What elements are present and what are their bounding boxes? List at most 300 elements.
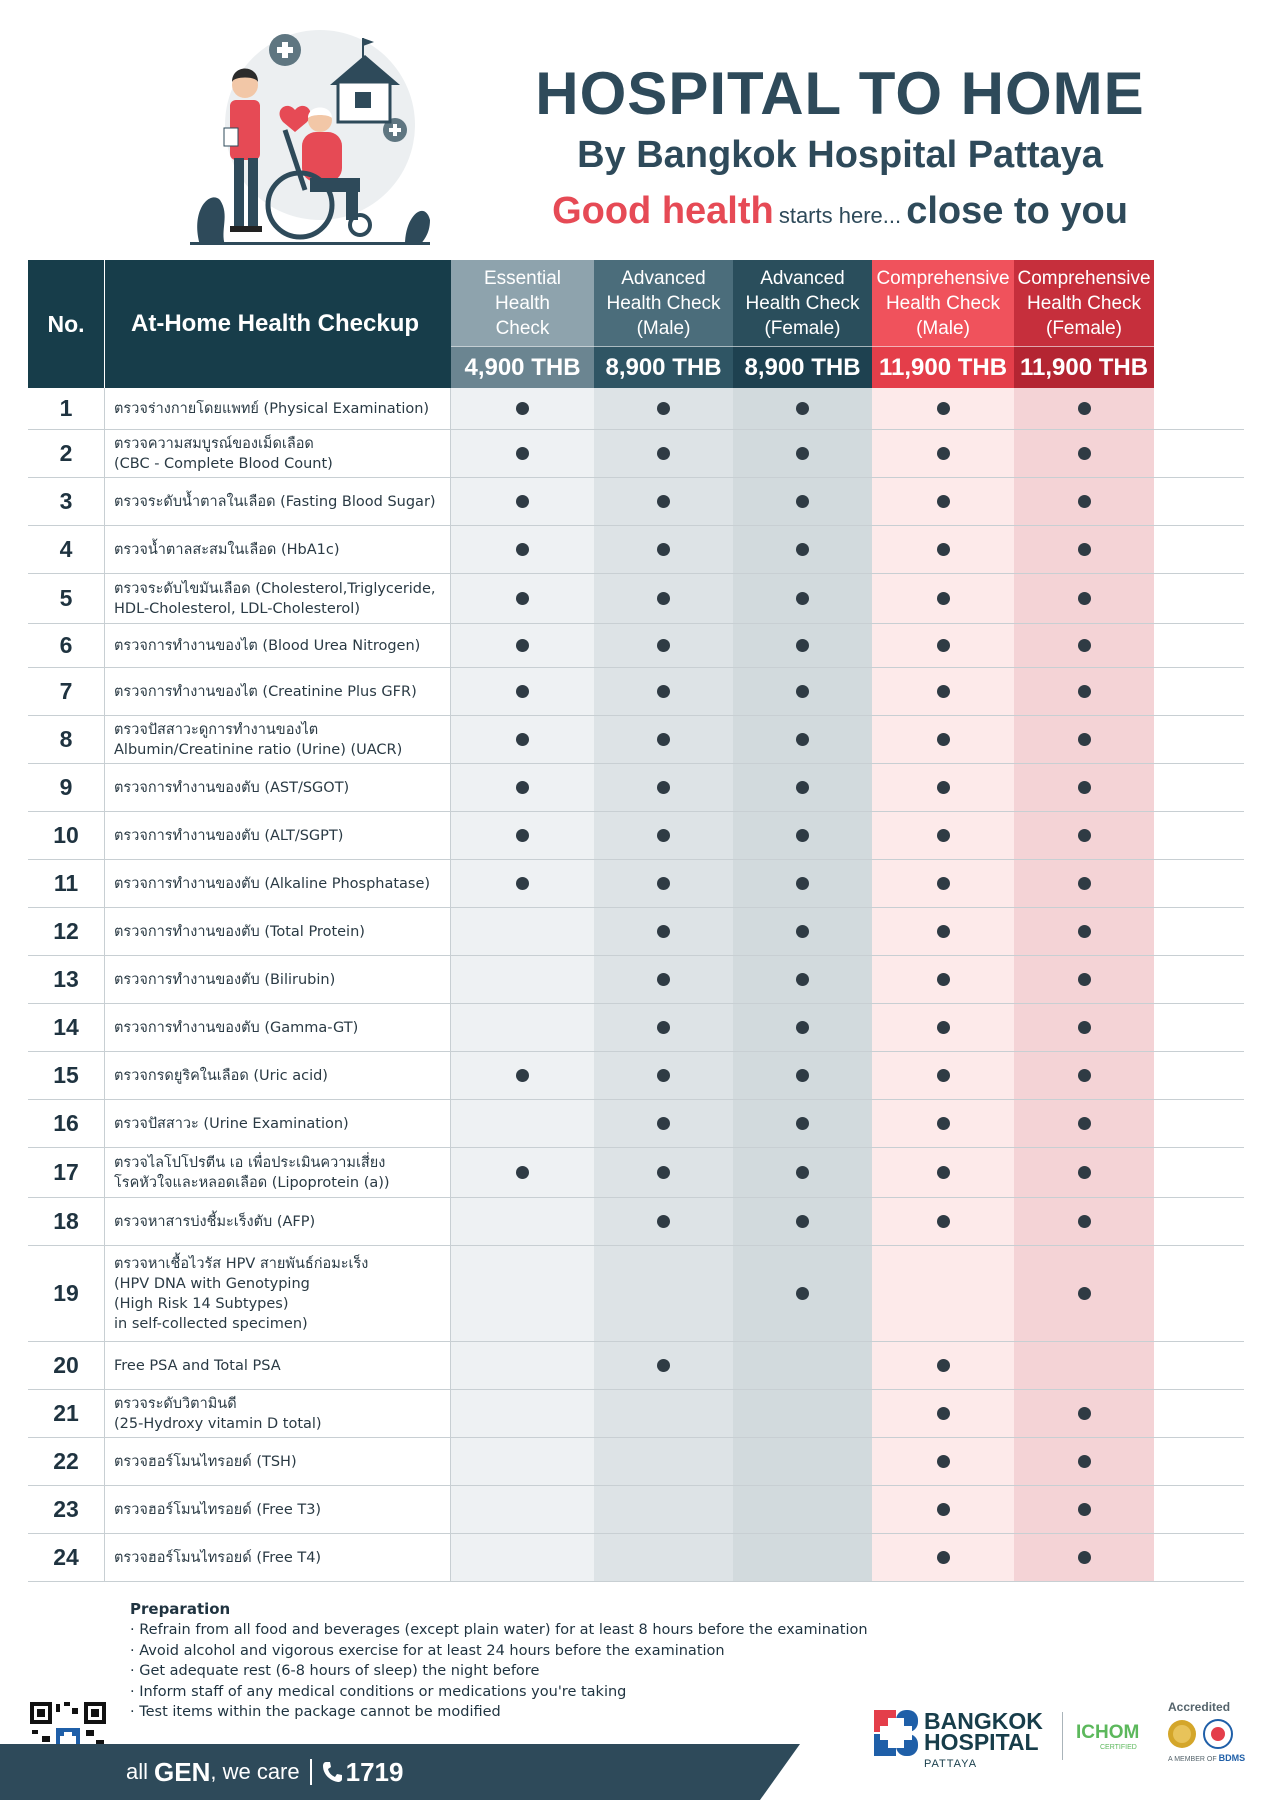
package-cell — [733, 812, 872, 859]
included-dot-icon — [1078, 402, 1091, 415]
package-cell — [1014, 574, 1154, 623]
included-dot-icon — [657, 733, 670, 746]
package-cell — [872, 1390, 1014, 1437]
included-dot-icon — [516, 402, 529, 415]
package-column-header — [451, 260, 594, 388]
checkup-item: ตรวจการทำงานของตับ (Alkaline Phosphatase) — [105, 860, 451, 907]
included-dot-icon — [796, 925, 809, 938]
page-title: HOSPITAL TO HOME — [535, 60, 1145, 127]
package-cell — [1014, 1390, 1154, 1437]
checkup-item: ตรวจหาสารบ่งชี้มะเร็งตับ (AFP) — [105, 1198, 451, 1245]
checkup-item: ตรวจการทำงานของตับ (Bilirubin) — [105, 956, 451, 1003]
tagline — [440, 186, 1240, 243]
package-cell — [451, 668, 594, 715]
table-row — [28, 716, 1244, 764]
package-cell — [733, 574, 872, 623]
row-number: 10 — [28, 812, 105, 859]
package-price: 11,900 THB — [872, 346, 1014, 388]
package-cell — [594, 1390, 733, 1437]
included-dot-icon — [516, 733, 529, 746]
package-cell — [451, 478, 594, 525]
table-row — [28, 764, 1244, 812]
included-dot-icon — [1078, 543, 1091, 556]
included-dot-icon — [937, 543, 950, 556]
preparation-item: · Test items within the package cannot be modified — [130, 1704, 501, 1721]
included-dot-icon — [657, 829, 670, 842]
package-cell — [594, 1534, 733, 1581]
table-row — [28, 574, 1244, 624]
checkup-item: ตรวจร่างกายโดยแพทย์ (Physical Examination) — [105, 388, 451, 429]
checkup-item: ตรวจการทำงานของตับ (AST/SGOT) — [105, 764, 451, 811]
included-dot-icon — [796, 1166, 809, 1179]
package-cell — [451, 388, 594, 429]
included-dot-icon — [657, 1021, 670, 1034]
included-dot-icon — [1078, 829, 1091, 842]
package-cell — [451, 764, 594, 811]
package-cell — [594, 388, 733, 429]
table-row — [28, 956, 1244, 1004]
included-dot-icon — [937, 1021, 950, 1034]
package-cell — [594, 1342, 733, 1389]
included-dot-icon — [796, 402, 809, 415]
included-dot-icon — [657, 402, 670, 415]
package-cell — [872, 956, 1014, 1003]
included-dot-icon — [1078, 925, 1091, 938]
included-dot-icon — [937, 877, 950, 890]
preparation-item: · Avoid alcohol and vigorous exercise for at least 24 hours before the examination — [130, 1642, 725, 1659]
included-dot-icon — [1078, 1117, 1091, 1130]
included-dot-icon — [937, 1551, 950, 1564]
package-cell — [451, 430, 594, 477]
row-number: 2 — [28, 430, 105, 477]
included-dot-icon — [937, 781, 950, 794]
package-price: 4,900 THB — [451, 346, 594, 388]
package-cell — [594, 1052, 733, 1099]
table-row — [28, 1438, 1244, 1486]
package-cell — [451, 1486, 594, 1533]
included-dot-icon — [796, 639, 809, 652]
table-header — [28, 260, 1244, 388]
package-cell — [451, 1246, 594, 1341]
included-dot-icon — [937, 733, 950, 746]
package-cell — [733, 1100, 872, 1147]
row-number: 9 — [28, 764, 105, 811]
package-cell — [451, 812, 594, 859]
table-row — [28, 1198, 1244, 1246]
included-dot-icon — [1078, 1407, 1091, 1420]
package-cell — [872, 574, 1014, 623]
checkup-item: ตรวจการทำงานของไต (Creatinine Plus GFR) — [105, 668, 451, 715]
package-cell — [872, 716, 1014, 763]
tagline-close-to-you: close to you — [906, 190, 1128, 232]
included-dot-icon — [657, 543, 670, 556]
package-cell — [872, 1198, 1014, 1245]
page-subtitle: By Bangkok Hospital Pattaya — [577, 134, 1103, 176]
package-cell — [872, 668, 1014, 715]
package-cell — [1014, 478, 1154, 525]
package-cell — [1014, 1342, 1154, 1389]
package-cell — [872, 1438, 1014, 1485]
package-column-header — [733, 260, 872, 388]
checkup-item: Free PSA and Total PSA — [105, 1342, 451, 1389]
hotline-number[interactable]: 1719 — [345, 1756, 404, 1787]
included-dot-icon — [937, 1455, 950, 1468]
package-cell — [872, 388, 1014, 429]
included-dot-icon — [796, 447, 809, 460]
hospital-cross-logo-icon — [874, 1710, 918, 1756]
row-number: 15 — [28, 1052, 105, 1099]
package-cell — [1014, 1438, 1154, 1485]
package-cell — [872, 1148, 1014, 1197]
checkup-item: ตรวจระดับน้ำตาลในเลือด (Fasting Blood Sugar) — [105, 478, 451, 525]
included-dot-icon — [516, 447, 529, 460]
checkup-item: ตรวจปัสสาวะ (Urine Examination) — [105, 1100, 451, 1147]
included-dot-icon — [796, 973, 809, 986]
table-row — [28, 1004, 1244, 1052]
package-cell — [872, 478, 1014, 525]
package-cell — [594, 908, 733, 955]
package-cell — [733, 388, 872, 429]
package-cell — [872, 1534, 1014, 1581]
included-dot-icon — [796, 543, 809, 556]
package-cell — [451, 1052, 594, 1099]
preparation-item: · Inform staff of any medical conditions or medications you're taking — [130, 1683, 627, 1700]
package-name: Comprehensive Health Check (Female) — [1014, 260, 1154, 346]
package-cell — [733, 1148, 872, 1197]
checkup-item: ตรวจระดับวิตามินดี (25-Hydroxy vitamin D total) — [105, 1390, 451, 1437]
package-name: Essential Health Check — [451, 260, 594, 346]
member-brand: BDMS — [1218, 1753, 1246, 1763]
included-dot-icon — [937, 1069, 950, 1082]
package-cell — [451, 624, 594, 667]
package-cell — [451, 1342, 594, 1389]
ichom-logo: ICHOM — [1076, 1722, 1140, 1743]
included-dot-icon — [796, 733, 809, 746]
package-cell — [733, 716, 872, 763]
package-cell — [451, 574, 594, 623]
included-dot-icon — [937, 1166, 950, 1179]
included-dot-icon — [1078, 973, 1091, 986]
package-cell — [594, 716, 733, 763]
row-number: 13 — [28, 956, 105, 1003]
member-of-bdms — [1168, 1753, 1245, 1763]
slogan-divider — [310, 1759, 312, 1785]
package-cell — [594, 1486, 733, 1533]
checkup-item: ตรวจหาเชื้อไวรัส HPV สายพันธ์ก่อมะเร็ง (HPV DNA with Genotyping (High Risk 14 Subtypes) in self-collected specimen) — [105, 1246, 451, 1341]
package-cell — [733, 1246, 872, 1341]
logo-pattaya: PATTAYA — [924, 1758, 978, 1770]
tagline-starts-here: starts here... — [778, 203, 902, 228]
package-price: 8,900 THB — [733, 346, 872, 388]
logo-bangkok: BANGKOK — [924, 1708, 1043, 1734]
checkup-item: ตรวจการทำงานของตับ (Total Protein) — [105, 908, 451, 955]
row-number: 18 — [28, 1198, 105, 1245]
included-dot-icon — [796, 1215, 809, 1228]
included-dot-icon — [657, 447, 670, 460]
package-cell — [594, 1004, 733, 1051]
included-dot-icon — [657, 495, 670, 508]
included-dot-icon — [657, 925, 670, 938]
included-dot-icon — [937, 592, 950, 605]
slogan-gen: GEN — [154, 1756, 211, 1787]
package-cell — [594, 1246, 733, 1341]
included-dot-icon — [657, 1069, 670, 1082]
included-dot-icon — [1078, 495, 1091, 508]
package-cell — [451, 908, 594, 955]
package-cell — [1014, 1052, 1154, 1099]
checkup-item: ตรวจการทำงานของไต (Blood Urea Nitrogen) — [105, 624, 451, 667]
preparation-section — [130, 1598, 1030, 1723]
checkup-item: ตรวจระดับไขมันเลือด (Cholesterol,Triglyceride, HDL-Cholesterol, LDL-Cholesterol) — [105, 574, 451, 623]
included-dot-icon — [1078, 1069, 1091, 1082]
included-dot-icon — [657, 877, 670, 890]
included-dot-icon — [937, 1407, 950, 1420]
checkup-item: ตรวจปัสสาวะดูการทำงานของไต Albumin/Creatinine ratio (Urine) (UACR) — [105, 716, 451, 763]
table-row — [28, 812, 1244, 860]
package-cell — [872, 1100, 1014, 1147]
package-cell — [1014, 430, 1154, 477]
included-dot-icon — [796, 592, 809, 605]
package-cell — [594, 1438, 733, 1485]
package-cell — [1014, 1100, 1154, 1147]
footer-slogan — [126, 1753, 403, 1791]
table-row — [28, 1534, 1244, 1582]
included-dot-icon — [1078, 1215, 1091, 1228]
package-cell — [1014, 1148, 1154, 1197]
package-cell — [733, 1004, 872, 1051]
row-number: 23 — [28, 1486, 105, 1533]
package-cell — [594, 860, 733, 907]
included-dot-icon — [1078, 877, 1091, 890]
row-number: 4 — [28, 526, 105, 573]
included-dot-icon — [796, 829, 809, 842]
table-row — [28, 1100, 1244, 1148]
package-cell — [733, 1052, 872, 1099]
package-cell — [872, 908, 1014, 955]
row-number: 6 — [28, 624, 105, 667]
package-cell — [1014, 624, 1154, 667]
row-number: 12 — [28, 908, 105, 955]
package-cell — [733, 1198, 872, 1245]
table-row — [28, 430, 1244, 478]
package-price: 11,900 THB — [1014, 346, 1154, 388]
package-cell — [733, 956, 872, 1003]
package-cell — [594, 430, 733, 477]
package-cell — [594, 478, 733, 525]
package-cell — [1014, 526, 1154, 573]
checkup-item: ตรวจน้ำตาลสะสมในเลือด (HbA1c) — [105, 526, 451, 573]
header-no: No. — [28, 260, 104, 388]
included-dot-icon — [1078, 1021, 1091, 1034]
package-cell — [1014, 908, 1154, 955]
included-dot-icon — [1078, 1503, 1091, 1516]
package-cell — [872, 526, 1014, 573]
included-dot-icon — [937, 829, 950, 842]
included-dot-icon — [1078, 639, 1091, 652]
package-cell — [1014, 1004, 1154, 1051]
package-column-header — [594, 260, 733, 388]
row-number: 20 — [28, 1342, 105, 1389]
package-cell — [594, 956, 733, 1003]
package-cell — [1014, 1246, 1154, 1341]
package-name: Advanced Health Check (Female) — [733, 260, 872, 346]
included-dot-icon — [1078, 733, 1091, 746]
row-number: 5 — [28, 574, 105, 623]
included-dot-icon — [796, 1069, 809, 1082]
included-dot-icon — [796, 1117, 809, 1130]
package-cell — [1014, 1486, 1154, 1533]
package-cell — [872, 1004, 1014, 1051]
package-cell — [733, 908, 872, 955]
package-cell — [594, 624, 733, 667]
package-cell — [733, 764, 872, 811]
bangkok-hospital-logo — [874, 1708, 1054, 1778]
package-cell — [733, 1486, 872, 1533]
package-cell — [733, 430, 872, 477]
row-number: 14 — [28, 1004, 105, 1051]
package-cell — [733, 624, 872, 667]
included-dot-icon — [657, 973, 670, 986]
package-cell — [1014, 388, 1154, 429]
table-row — [28, 624, 1244, 668]
package-cell — [594, 812, 733, 859]
included-dot-icon — [796, 877, 809, 890]
checkup-item: ตรวจการทำงานของตับ (Gamma-GT) — [105, 1004, 451, 1051]
included-dot-icon — [516, 543, 529, 556]
included-dot-icon — [796, 1021, 809, 1034]
package-cell — [1014, 668, 1154, 715]
logo-hospital: HOSPITAL — [924, 1729, 1039, 1755]
package-cell — [872, 430, 1014, 477]
included-dot-icon — [937, 402, 950, 415]
included-dot-icon — [516, 1166, 529, 1179]
checkup-item: ตรวจการทำงานของตับ (ALT/SGPT) — [105, 812, 451, 859]
included-dot-icon — [937, 1359, 950, 1372]
included-dot-icon — [937, 973, 950, 986]
included-dot-icon — [657, 592, 670, 605]
package-cell — [1014, 764, 1154, 811]
table-row — [28, 526, 1244, 574]
preparation-item: · Refrain from all food and beverages (except plain water) for at least 8 hours before the examination — [130, 1622, 868, 1638]
included-dot-icon — [937, 1117, 950, 1130]
phone-icon — [322, 1761, 342, 1783]
preparation-item: · Get adequate rest (6-8 hours of sleep) the night before — [130, 1663, 540, 1680]
included-dot-icon — [516, 592, 529, 605]
included-dot-icon — [516, 877, 529, 890]
checkup-item: ตรวจฮอร์โมนไทรอยด์ (Free T3) — [105, 1486, 451, 1533]
table-row — [28, 1148, 1244, 1198]
slogan-all: all — [126, 1759, 149, 1784]
checkup-item: ตรวจความสมบูรณ์ของเม็ดเลือด (CBC - Complete Blood Count) — [105, 430, 451, 477]
row-number: 19 — [28, 1246, 105, 1341]
table-row — [28, 478, 1244, 526]
included-dot-icon — [937, 925, 950, 938]
package-cell — [872, 1052, 1014, 1099]
included-dot-icon — [516, 829, 529, 842]
package-cell — [1014, 812, 1154, 859]
package-cell — [451, 1198, 594, 1245]
ichom-certified: CERTIFIED — [1100, 1744, 1137, 1751]
table-row — [28, 1246, 1244, 1342]
package-cell — [451, 1390, 594, 1437]
included-dot-icon — [796, 781, 809, 794]
package-price: 8,900 THB — [594, 346, 733, 388]
row-number: 21 — [28, 1390, 105, 1437]
checkup-item: ตรวจฮอร์โมนไทรอยด์ (Free T4) — [105, 1534, 451, 1581]
package-cell — [733, 1342, 872, 1389]
included-dot-icon — [1078, 781, 1091, 794]
title-block — [440, 58, 1240, 243]
package-cell — [872, 812, 1014, 859]
row-number: 1 — [28, 388, 105, 429]
included-dot-icon — [937, 495, 950, 508]
table-row — [28, 1052, 1244, 1100]
included-dot-icon — [1078, 1166, 1091, 1179]
included-dot-icon — [937, 1503, 950, 1516]
row-number: 11 — [28, 860, 105, 907]
included-dot-icon — [1078, 1287, 1091, 1300]
included-dot-icon — [516, 781, 529, 794]
included-dot-icon — [657, 781, 670, 794]
row-number: 3 — [28, 478, 105, 525]
accreditation-badges-icon — [1166, 1718, 1236, 1750]
package-cell — [594, 526, 733, 573]
table-row — [28, 1390, 1244, 1438]
package-cell — [594, 764, 733, 811]
package-cell — [451, 1100, 594, 1147]
table-row — [28, 668, 1244, 716]
package-cell — [872, 1342, 1014, 1389]
row-number: 7 — [28, 668, 105, 715]
package-cell — [451, 526, 594, 573]
package-cell — [733, 526, 872, 573]
package-cell — [451, 1534, 594, 1581]
package-name: Advanced Health Check (Male) — [594, 260, 733, 346]
package-cell — [594, 1100, 733, 1147]
package-cell — [872, 860, 1014, 907]
included-dot-icon — [657, 1215, 670, 1228]
preparation-title: Preparation — [130, 1600, 231, 1618]
member-prefix: A MEMBER OF — [1168, 1756, 1217, 1763]
package-cell — [1014, 1198, 1154, 1245]
table-row — [28, 908, 1244, 956]
included-dot-icon — [657, 1359, 670, 1372]
included-dot-icon — [516, 685, 529, 698]
package-column-header — [1014, 260, 1154, 388]
table-body — [28, 388, 1244, 1582]
row-number: 16 — [28, 1100, 105, 1147]
included-dot-icon — [657, 639, 670, 652]
package-cell — [451, 1004, 594, 1051]
included-dot-icon — [796, 685, 809, 698]
included-dot-icon — [796, 1287, 809, 1300]
package-cell — [1014, 716, 1154, 763]
included-dot-icon — [937, 685, 950, 698]
package-cell — [594, 668, 733, 715]
row-number: 24 — [28, 1534, 105, 1581]
package-cell — [872, 624, 1014, 667]
package-cell — [451, 860, 594, 907]
included-dot-icon — [657, 1117, 670, 1130]
included-dot-icon — [1078, 685, 1091, 698]
package-cell — [451, 956, 594, 1003]
table-row — [28, 1342, 1244, 1390]
package-cell — [733, 1534, 872, 1581]
package-cell — [872, 1246, 1014, 1341]
package-cell — [733, 1438, 872, 1485]
included-dot-icon — [937, 447, 950, 460]
checkup-item: ตรวจฮอร์โมนไทรอยด์ (TSH) — [105, 1438, 451, 1485]
